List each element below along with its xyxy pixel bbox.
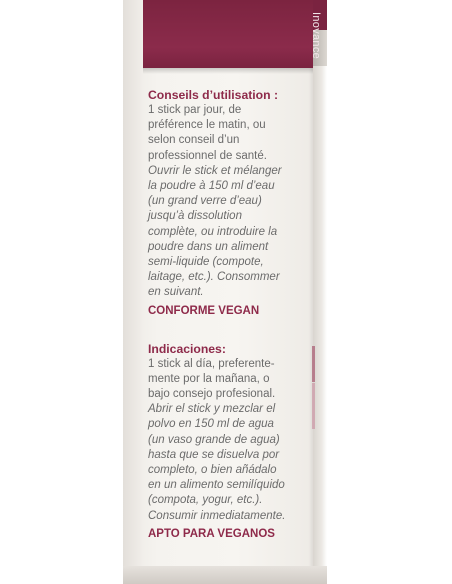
french-vegan-claim: CONFORME VEGAN: [148, 304, 260, 317]
brand-edge-text: Inovance: [310, 12, 322, 60]
spanish-dosage-text: 1 stick al día, preferente- mente por la mañana, o bajo consejo profesional.: [148, 357, 276, 401]
spanish-section: [148, 341, 313, 542]
french-dosage-text: 1 stick par jour, de préférence le matin, ou selon conseil d’un professionnel de santé.: [148, 104, 267, 162]
usage-instructions: [148, 87, 313, 542]
spanish-heading: Indicaciones:: [148, 341, 226, 356]
french-heading: Conseils d’utilisation :: [148, 88, 279, 102]
box-bottom-lid: [123, 566, 327, 584]
box-right-edge: [313, 66, 327, 584]
french-preparation-text: Ouvrir le stick et mélanger la poudre à 150 ml d’eau (un grand verre d’eau) jusqu’à dissolution complète, ou introduire la poudre dans un aliment semi-liquide (compote, laitage, etc.). Consommer en suivant.: [148, 164, 282, 299]
box-left-edge: [123, 0, 143, 584]
spanish-vegan-claim: APTO PARA VEGANOS: [148, 527, 275, 540]
french-section: [148, 87, 313, 319]
spanish-preparation-text: Abrir el stick y mezclar el polvo en 150 ml de agua (un vaso grande de agua) hasta que se disuelva por completo, o bien añádalo en un alimento semilíquido (compota, yogur, etc.). Consumir inmediatamente.: [148, 403, 286, 522]
band-shadow: [143, 68, 315, 74]
